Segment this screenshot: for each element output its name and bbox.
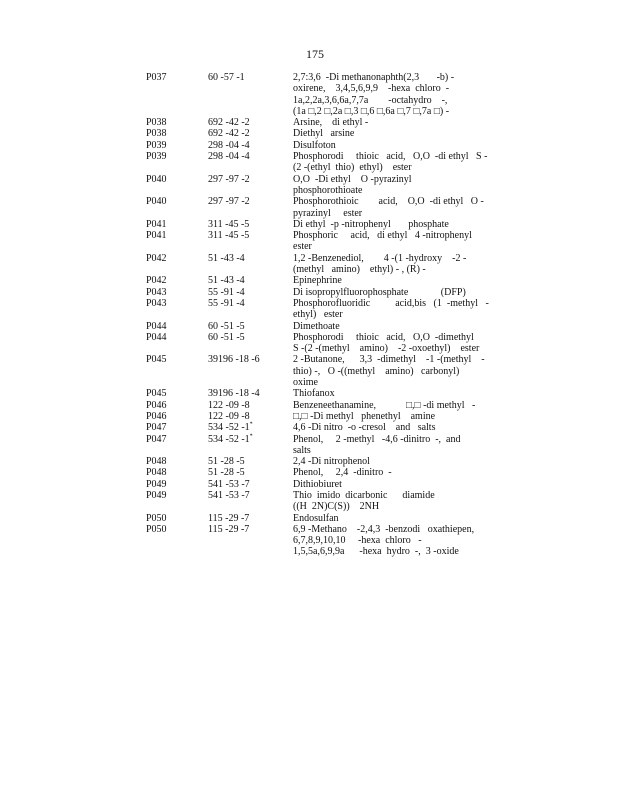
waste-code: P043 — [146, 297, 167, 309]
cas-number — [208, 174, 293, 197]
cas-number-text: 541 -53 -7 — [208, 489, 250, 501]
cas-number — [208, 321, 293, 332]
cas-number — [208, 128, 293, 139]
substance-name-line: 6,9 -Methano -2,4,3 -benzodi oxathiepen, — [293, 523, 475, 535]
substance-name-line: 1,5,5a,6,9,9a -hexa hydro -, 3 -oxide — [293, 546, 459, 558]
table-row — [146, 513, 496, 524]
substance-name — [293, 196, 493, 219]
substance-name-line: Phenol, 2,4 -dinitro - — [293, 467, 392, 479]
cas-number — [208, 354, 293, 388]
substance-name-line: (2 -(ethyl thio) ethyl) ester — [293, 162, 412, 174]
substance-name — [293, 467, 493, 478]
substance-name — [293, 117, 493, 128]
table-row — [146, 400, 496, 411]
substance-name-line: phosphorothioate — [293, 184, 363, 196]
cas-number — [208, 253, 293, 276]
table-row — [146, 253, 496, 276]
cas-number-text: 60 -57 -1 — [208, 72, 245, 83]
substance-name — [293, 490, 493, 513]
substance-name-line: 2,4 -Di nitrophenol — [293, 456, 370, 468]
substance-name-line: ester — [293, 241, 312, 253]
substance-name — [293, 321, 493, 332]
cas-number-text: 39196 -18 -4 — [208, 388, 260, 400]
substance-name-line: 1,2 -Benzenediol, 4 -(1 -hydroxy -2 - — [293, 252, 467, 264]
waste-code: P037 — [146, 72, 167, 83]
substance-name — [293, 275, 493, 286]
table-row — [146, 479, 496, 490]
cas-number — [208, 332, 293, 355]
cas-number — [208, 513, 293, 524]
cas-number-text: 60 -51 -5 — [208, 331, 245, 343]
substance-name-line: 2 -Butanone, 3,3 -dimethyl -1 -(methyl - — [293, 354, 485, 366]
substance-name-line: Phosphorodi thioic acid, O,O -dimethyl — [293, 331, 474, 343]
substance-name — [293, 400, 493, 411]
table-row — [146, 72, 496, 117]
waste-code: P042 — [146, 252, 167, 264]
substance-name-line: Endosulfan — [293, 512, 339, 524]
cas-number-text: 692 -42 -2 — [208, 128, 250, 140]
waste-code: P046 — [146, 399, 167, 411]
table-row — [146, 287, 496, 298]
waste-code: P047 — [146, 422, 167, 434]
substance-name-line: pyrazinyl ester — [293, 207, 363, 219]
table-row — [146, 128, 496, 139]
cas-number-text: 311 -45 -5 — [208, 230, 250, 242]
waste-code: P044 — [146, 331, 167, 343]
table-row — [146, 298, 496, 321]
substance-name — [293, 219, 493, 230]
cas-number — [208, 72, 293, 117]
table-row — [146, 275, 496, 286]
cas-number — [208, 467, 293, 478]
cas-number — [208, 275, 293, 286]
cas-number-text: 55 -91 -4 — [208, 286, 245, 298]
waste-code: P043 — [146, 286, 167, 298]
substance-name-line: Diethyl arsine — [293, 128, 355, 140]
table-row — [146, 117, 496, 128]
cas-number-text: 297 -97 -2 — [208, 173, 250, 185]
substance-name — [293, 354, 493, 388]
table-row — [146, 321, 496, 332]
substance-name-line: 2,7:3,6 -Di methanonaphth(2,3 -b) - — [293, 72, 455, 83]
table-row — [146, 219, 496, 230]
cas-number-text: 541 -53 -7 — [208, 478, 250, 490]
waste-code: P049 — [146, 489, 167, 501]
waste-code: P042 — [146, 275, 167, 287]
waste-code: P048 — [146, 467, 167, 479]
substance-name — [293, 479, 493, 490]
substance-name-line: Phenol, 2 -methyl -4,6 -dinitro -, and — [293, 433, 461, 445]
footnote-marker: * — [249, 433, 253, 440]
waste-code: P038 — [146, 117, 167, 129]
substance-name-line: Arsine, di ethyl - — [293, 117, 369, 129]
table-row — [146, 456, 496, 467]
cas-number — [208, 219, 293, 230]
substance-name-line: 4,6 -Di nitro -o -cresol and salts — [293, 422, 436, 434]
table-row — [146, 422, 496, 433]
substance-name-line: Phosphorothioic acid, O,O -di ethyl O - — [293, 196, 484, 208]
substance-name-line: S -(2 -(methyl amino) -2 -oxoethyl) ester — [293, 343, 480, 355]
substance-name-line: ethyl) ester — [293, 309, 343, 321]
cas-number-text: 534 -52 -1 — [208, 422, 250, 434]
waste-code: P046 — [146, 410, 167, 422]
substance-name-line: 6,7,8,9,10,10 -hexa chloro - — [293, 535, 422, 547]
substance-name — [293, 388, 493, 399]
cas-number-text: 298 -04 -4 — [208, 151, 250, 163]
substance-name — [293, 513, 493, 524]
waste-code: P049 — [146, 478, 167, 490]
cas-number-text: 60 -51 -5 — [208, 320, 245, 332]
substance-name-line: (1a □,2 □,2a □,3 □,6 □,6a □,7 □,7a □) - — [293, 105, 450, 117]
cas-number — [208, 524, 293, 558]
cas-number — [208, 479, 293, 490]
table-row — [146, 332, 496, 355]
waste-code: P039 — [146, 139, 167, 151]
waste-code: P040 — [146, 173, 167, 185]
waste-code: P041 — [146, 218, 167, 230]
substance-name — [293, 140, 493, 151]
cas-number — [208, 140, 293, 151]
substance-name — [293, 230, 493, 253]
substance-name — [293, 128, 493, 139]
footnote-marker: * — [249, 421, 253, 428]
cas-number — [208, 434, 293, 457]
cas-number-text: 692 -42 -2 — [208, 117, 250, 129]
substance-name-line: oxirene, 3,4,5,6,9,9 -hexa chloro - — [293, 83, 450, 95]
cas-number-text: 122 -09 -8 — [208, 399, 250, 411]
table-row — [146, 490, 496, 513]
cas-number-text: 534 -52 -1 — [208, 433, 250, 445]
page-number: 175 — [306, 47, 324, 61]
table-row — [146, 196, 496, 219]
substance-name — [293, 434, 493, 457]
substance-name-line: Dimethoate — [293, 320, 340, 332]
table-row — [146, 467, 496, 478]
cas-number-text: 51 -43 -4 — [208, 275, 245, 287]
cas-number-text: 122 -09 -8 — [208, 410, 250, 422]
substance-name — [293, 332, 493, 355]
cas-number — [208, 230, 293, 253]
substance-name — [293, 524, 493, 558]
substance-name — [293, 72, 493, 117]
substance-name — [293, 298, 493, 321]
waste-code: P038 — [146, 128, 167, 140]
waste-code: P044 — [146, 320, 167, 332]
cas-number-text: 55 -91 -4 — [208, 297, 245, 309]
cas-number-text: 115 -29 -7 — [208, 512, 250, 524]
substance-name-line: ((H 2N)C(S)) 2NH — [293, 501, 380, 513]
substance-name-line: Phosphorofluoridic acid,bis (1 -methyl - — [293, 297, 489, 309]
substance-name-line: thio) -, O -((methyl amino) carbonyl) — [293, 365, 460, 377]
cas-number — [208, 490, 293, 513]
substance-name — [293, 174, 493, 197]
hazardous-waste-table — [146, 72, 496, 558]
waste-code: P045 — [146, 388, 167, 400]
substance-name — [293, 253, 493, 276]
cas-number — [208, 151, 293, 174]
table-row — [146, 411, 496, 422]
cas-number-text: 51 -28 -5 — [208, 456, 245, 468]
substance-name-line: salts — [293, 444, 311, 456]
waste-code: P040 — [146, 196, 167, 208]
table-row — [146, 140, 496, 151]
cas-number-text: 51 -43 -4 — [208, 252, 245, 264]
table-row — [146, 388, 496, 399]
waste-code: P050 — [146, 512, 167, 524]
cas-number — [208, 411, 293, 422]
substance-name-line: 1a,2,2a,3,6,6a,7,7a -octahydro -, — [293, 94, 448, 106]
cas-number — [208, 287, 293, 298]
substance-name-line: Thio imido dicarbonic diamide — [293, 489, 435, 501]
substance-name-line: (methyl amino) ethyl) - , (R) - — [293, 264, 426, 276]
table-row — [146, 354, 496, 388]
table-row — [146, 524, 496, 558]
cas-number — [208, 422, 293, 433]
table-row — [146, 174, 496, 197]
waste-code: P041 — [146, 230, 167, 242]
substance-name-line: Di isopropylfluorophosphate (DFP) — [293, 286, 466, 298]
cas-number-text: 311 -45 -5 — [208, 218, 250, 230]
substance-name-line: Di ethyl -p -nitrophenyl phosphate — [293, 218, 449, 230]
cas-number — [208, 456, 293, 467]
cas-number-text: 297 -97 -2 — [208, 196, 250, 208]
substance-name-line: Phosphorodi thioic acid, O,O -di ethyl S - — [293, 151, 488, 163]
substance-name-line: O,O -Di ethyl O -pyrazinyl — [293, 173, 412, 185]
cas-number — [208, 400, 293, 411]
table-row — [146, 151, 496, 174]
cas-number — [208, 388, 293, 399]
cas-number — [208, 117, 293, 128]
substance-name — [293, 456, 493, 467]
substance-name-line: Benzeneethanamine, □,□ -di methyl - — [293, 399, 476, 411]
substance-name-line: Epinephrine — [293, 275, 342, 287]
waste-code: P048 — [146, 456, 167, 468]
waste-code: P045 — [146, 354, 167, 366]
substance-name-line: □,□ -Di methyl phenethyl amine — [293, 410, 436, 422]
substance-name — [293, 151, 493, 174]
cas-number-text: 298 -04 -4 — [208, 139, 250, 151]
cas-number — [208, 298, 293, 321]
substance-name-line: Dithiobiuret — [293, 478, 342, 490]
waste-code: P039 — [146, 151, 167, 163]
waste-code: P050 — [146, 523, 167, 535]
substance-name — [293, 287, 493, 298]
substance-name — [293, 422, 493, 433]
substance-name-line: Disulfoton — [293, 139, 336, 151]
waste-code: P047 — [146, 433, 167, 445]
table-row — [146, 230, 496, 253]
substance-name — [293, 411, 493, 422]
cas-number — [208, 196, 293, 219]
cas-number-text: 51 -28 -5 — [208, 467, 245, 479]
cas-number-text: 39196 -18 -6 — [208, 354, 260, 366]
substance-name-line: Phosphoric acid, di ethyl 4 -nitrophenyl — [293, 230, 472, 242]
cas-number-text: 115 -29 -7 — [208, 523, 250, 535]
substance-name-line: Thiofanox — [293, 388, 335, 400]
table-row — [146, 434, 496, 457]
substance-name-line: oxime — [293, 377, 318, 389]
